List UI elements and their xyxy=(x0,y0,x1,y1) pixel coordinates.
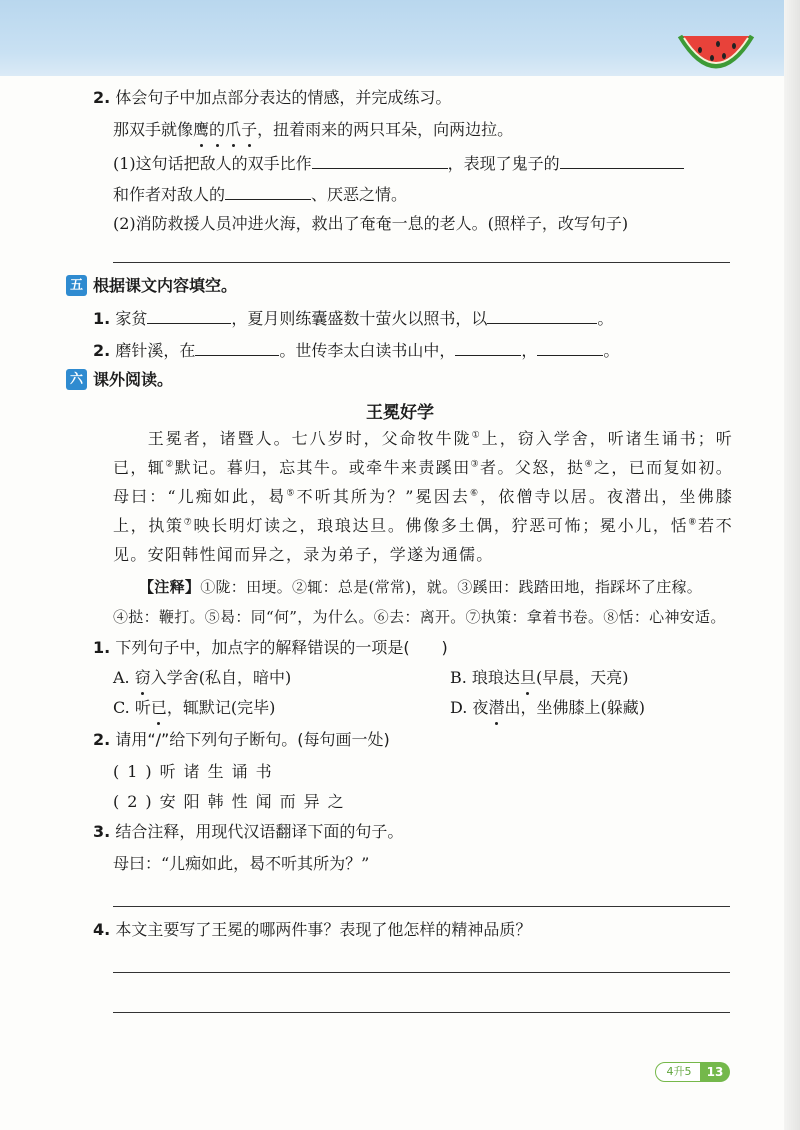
passage-notes: 【注释】①陇：田埂。②辄：总是(常常)，就。③蹊田：践踏田地，指踩坏了庄稼。 ④挞：鞭打。⑤曷：同“何”，为什么。⑥去：离开。⑦执策：拿着书卷。⑧恬：心神安适。 xyxy=(113,578,726,626)
sec6-q2: 2. 请用“/”给下列句子断句。(每句画一处) xyxy=(93,730,390,749)
q2-sub1-line1: (1)这句话把敌人的双手比作 ，表现了鬼子的 xyxy=(113,151,684,176)
grade-label: 4升5 xyxy=(655,1062,703,1082)
option-a[interactable]: A. 窃入学舍(私自，暗中) xyxy=(113,666,291,690)
page-number-badge xyxy=(655,1062,733,1082)
option-c[interactable]: C. 听已，辄默记(完毕) xyxy=(113,696,275,720)
page-number: 13 xyxy=(700,1062,730,1082)
q2-sentence: 那双手就像鹰的爪子，扭着雨来的两只耳朵，向两边拉。 xyxy=(113,118,513,142)
sec5-q2: 2. 磨针溪，在 。世传李太白读书山中， ， 。 xyxy=(93,338,619,363)
dotted-char: 子 xyxy=(241,118,257,142)
passage-title: 王冕好学 xyxy=(366,403,434,423)
answer-blank[interactable] xyxy=(455,338,521,356)
option-d[interactable]: D. 夜潜出，坐佛膝上(躲藏) xyxy=(450,696,645,720)
answer-blank[interactable] xyxy=(537,338,603,356)
answer-blank[interactable] xyxy=(312,151,448,169)
q2-prompt: 2. 体会句子中加点部分表达的情感，并完成练习。 xyxy=(93,88,452,107)
sec5-q1: 1. 家贫 ，夏月则练囊盛数十萤火以照书，以 。 xyxy=(93,306,613,331)
answer-line[interactable] xyxy=(113,972,730,973)
answer-blank[interactable] xyxy=(560,151,684,169)
q2-sub1-line2: 和作者对敌人的 、厌恶之情。 xyxy=(113,182,407,207)
section-5-badge: 五 xyxy=(66,275,87,296)
answer-blank[interactable] xyxy=(147,306,231,324)
passage-body: 王冕者，诸暨人。七八岁时，父命牧牛陇①上，窃入学舍，听诸生诵书；听已，辄②默记。暮归，忘其牛。或牵牛来责蹊田③者。父怒，挞④之，已而复如初。母曰：“儿痴如此，曷⑤不听其所为？”冕因去⑥，依僧寺以居。夜潜出，坐佛膝上，执策⑦映长明灯读之，琅琅达旦。佛像多土偶，狞恶可怖；冕小儿，恬⑧若不见。安阳韩性闻而异之，录为弟子，学遂为通儒。 xyxy=(113,429,734,564)
answer-blank[interactable] xyxy=(487,306,597,324)
section-6-badge: 六 xyxy=(66,369,87,390)
watermelon-icon xyxy=(676,30,756,82)
sec6-q2-sentence-2[interactable]: (2)安阳韩性闻而异之 xyxy=(113,792,352,811)
q2-sub2: (2)消防救援人员冲进火海，救出了奄奄一息的老人。(照样子，改写句子) xyxy=(113,214,629,233)
dotted-char: 鹰 xyxy=(193,118,209,142)
section-5-heading: 五 根据课文内容填空。 xyxy=(66,274,237,298)
sec6-q4: 4. 本文主要写了王冕的哪两件事？表现了他怎样的精神品质？ xyxy=(93,920,532,939)
answer-line[interactable] xyxy=(113,1012,730,1013)
sec6-q2-sentence-1[interactable]: (1)听诸生诵书 xyxy=(113,762,280,781)
option-b[interactable]: B. 琅琅达旦(早晨，天亮) xyxy=(450,666,628,690)
sec6-q3-sentence: 母曰：“儿痴如此，曷不听其所为？” xyxy=(113,854,370,873)
page-edge-shadow xyxy=(784,0,800,1130)
answer-line[interactable] xyxy=(113,906,730,907)
answer-line[interactable] xyxy=(113,262,730,263)
section-6-heading: 六 课外阅读。 xyxy=(66,368,173,392)
dotted-char: 爪 xyxy=(225,118,241,142)
sec6-q1: 1. 下列句子中，加点字的解释错误的一项是( ) xyxy=(93,638,448,657)
sec6-q3: 3. 结合注释，用现代汉语翻译下面的句子。 xyxy=(93,822,404,841)
dotted-phrase xyxy=(193,120,257,139)
answer-blank[interactable] xyxy=(195,338,279,356)
answer-blank[interactable] xyxy=(225,182,311,200)
dotted-char: 的 xyxy=(209,118,225,142)
